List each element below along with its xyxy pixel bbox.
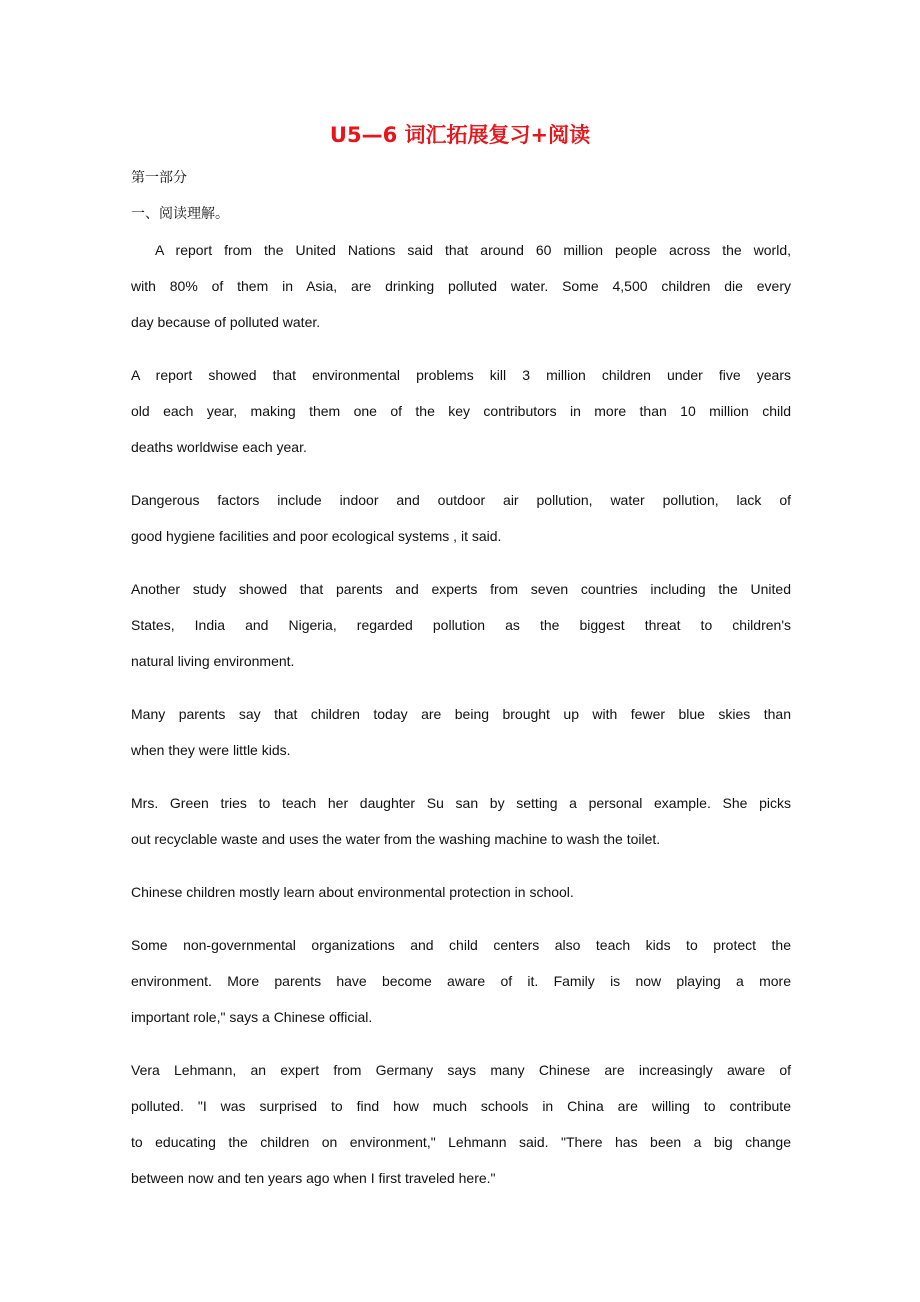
paragraph <box>131 874 791 910</box>
paragraph <box>131 785 791 857</box>
paragraph-line: Some non-governmental organizations and child centers also teach kids to protect the <box>131 937 791 953</box>
paragraph-line: Chinese children mostly learn about environmental protection in school. <box>131 884 574 900</box>
paragraph <box>131 571 791 679</box>
paragraph-line: day because of polluted water. <box>131 314 321 330</box>
reading-passage <box>131 232 791 1196</box>
paragraph-line: deaths worldwise each year. <box>131 439 307 455</box>
paragraph-line: important role," says a Chinese official. <box>131 1009 373 1025</box>
paragraph <box>131 482 791 554</box>
paragraph-line: to educating the children on environment," Lehmann said. "There has been a big change <box>131 1134 791 1150</box>
paragraph-line: Dangerous factors include indoor and outdoor air pollution, water pollution, lack of <box>131 492 791 508</box>
document-title: U5—6 词汇拓展复习+阅读 <box>329 123 591 147</box>
section-heading: 第一部分 <box>131 170 187 186</box>
paragraph-line: Another study showed that parents and experts from seven countries including the United <box>131 581 791 597</box>
paragraph-line: environment. More parents have become aware of it. Family is now playing a more <box>131 973 791 989</box>
paragraph-line: between now and ten years ago when I first traveled here." <box>131 1170 496 1186</box>
paragraph-line: with 80% of them in Asia, are drinking polluted water. Some 4,500 children die every <box>131 278 791 294</box>
paragraph-line: Mrs. Green tries to teach her daughter Su san by setting a personal example. She picks <box>131 795 791 811</box>
paragraph-line: out recyclable waste and uses the water from the washing machine to wash the toilet. <box>131 831 661 847</box>
paragraph-line: A report showed that environmental problems kill 3 million children under five years <box>131 367 791 383</box>
paragraph <box>131 232 791 340</box>
paragraph <box>131 927 791 1035</box>
paragraph-line: polluted. "I was surprised to find how much schools in China are willing to contribute <box>131 1098 791 1114</box>
paragraph <box>131 696 791 768</box>
paragraph <box>131 1052 791 1196</box>
paragraph-line: natural living environment. <box>131 653 295 669</box>
subsection-heading: 一、阅读理解。 <box>131 206 229 222</box>
paragraph-line: States, India and Nigeria, regarded pollution as the biggest threat to children's <box>131 617 791 633</box>
paragraph-line: Many parents say that children today are being brought up with fewer blue skies than <box>131 706 791 722</box>
paragraph-line: A report from the United Nations said that around 60 million people across the world, <box>155 242 791 258</box>
document-body <box>131 160 791 1213</box>
paragraph-line: Vera Lehmann, an expert from Germany says many Chinese are increasingly aware of <box>131 1062 791 1078</box>
paragraph-line: when they were little kids. <box>131 742 291 758</box>
paragraph-line: good hygiene facilities and poor ecological systems , it said. <box>131 528 502 544</box>
paragraph <box>131 357 791 465</box>
paragraph-line: old each year, making them one of the key contributors in more than 10 million child <box>131 403 791 419</box>
